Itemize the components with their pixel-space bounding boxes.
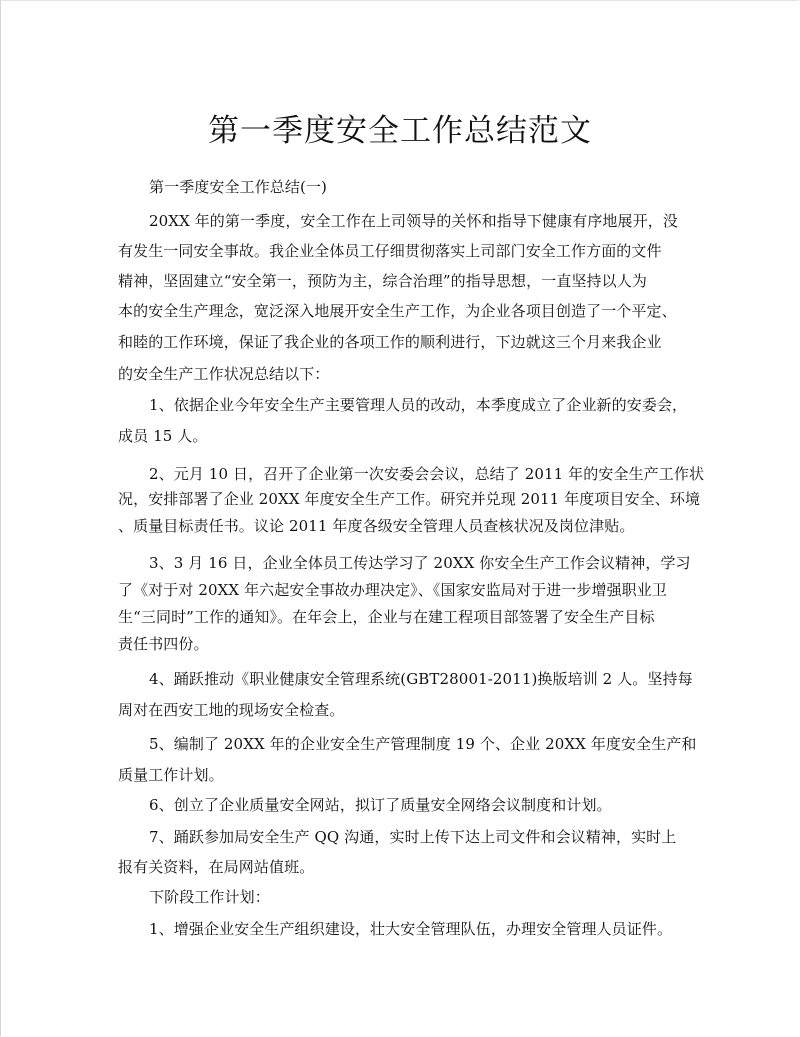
list-item-line: 2、元月 10 日，召开了企业第一次安委会会议，总结了 2011 年的安全生产工作状 bbox=[149, 465, 705, 483]
list-item-line: 3、3 月 16 日，企业全体员工传达学习了 20XX 你安全生产工作会议精神，学习 bbox=[149, 554, 691, 572]
list-item-line: 成员 15 人。 bbox=[118, 427, 208, 445]
list-item-line: 责任书四份。 bbox=[118, 635, 209, 653]
list-item-line: 周对在西安工地的现场安全检查。 bbox=[118, 701, 345, 719]
list-item-line: 6、创立了企业质量安全网站，拟订了质量安全网络会议制度和计划。 bbox=[149, 796, 612, 814]
list-item-line: 1、增强企业安全生产组织建设，壮大安全管理队伍，办理安全管理人员证件。 bbox=[149, 920, 673, 938]
section-heading: 第一季度安全工作总结(一) bbox=[149, 178, 328, 196]
subheading: 下阶段工作计划： bbox=[149, 888, 270, 906]
list-item-line: 生“三同时”工作的通知》。在年会上，企业与在建工程项目部签署了安全生产目标 bbox=[118, 608, 655, 626]
list-item-line: 、质量目标责任书。议论 2011 年度各级安全管理人员查核状况及岗位津贴。 bbox=[118, 517, 635, 535]
paragraph-line: 本的安全生产理念，宽泛深入地展开安全生产工作，为企业各项目创造了一个平定、 bbox=[118, 302, 677, 320]
list-item-line: 7、踊跃参加局安全生产 QQ 沟通，实时上传下达上司文件和会议精神，实时上 bbox=[149, 828, 677, 846]
list-item-line: 报有关资料，在局网站值班。 bbox=[118, 858, 315, 876]
paragraph-line: 有发生一同安全事故。我企业全体员工仔细贯彻落实上司部门安全工作方面的文件 bbox=[118, 242, 662, 260]
list-item-line: 4、踊跃推动《职业健康安全管理系统(GBT28001-2011)换版培训 2 人。坚持每 bbox=[149, 670, 693, 688]
list-item-line: 1、依据企业今年安全生产主要管理人员的改动，本季度成立了企业新的安委会， bbox=[149, 396, 688, 414]
list-item-line: 5、编制了 20XX 年的企业安全生产管理制度 19 个、企业 20XX 年度安全生产和 bbox=[149, 735, 697, 753]
paragraph-line: 的安全生产工作状况总结以下： bbox=[118, 365, 330, 383]
list-item-line: 质量工作计划。 bbox=[118, 766, 224, 784]
list-item-line: 了《对于对 20XX 年六起安全事故办理决定》、《国家安监局对于进一步增强职业卫 bbox=[118, 581, 667, 599]
document-title: 第一季度安全工作总结范文 bbox=[208, 113, 592, 149]
paragraph-line: 和睦的工作环境，保证了我企业的各项工作的顺利进行，下边就这三个月来我企业 bbox=[118, 333, 662, 351]
paragraph-line: 精神，坚固建立“安全第一，预防为主，综合治理”的指导思想，一直坚持以人为 bbox=[118, 272, 647, 290]
list-item-line: 况，安排部署了企业 20XX 年度安全生产工作。研究并兑现 2011 年度项目安全、环境 bbox=[118, 490, 701, 508]
paragraph-line: 20XX 年的第一季度，安全工作在上司领导的关怀和指导下健康有序地展开，没 bbox=[149, 212, 678, 230]
